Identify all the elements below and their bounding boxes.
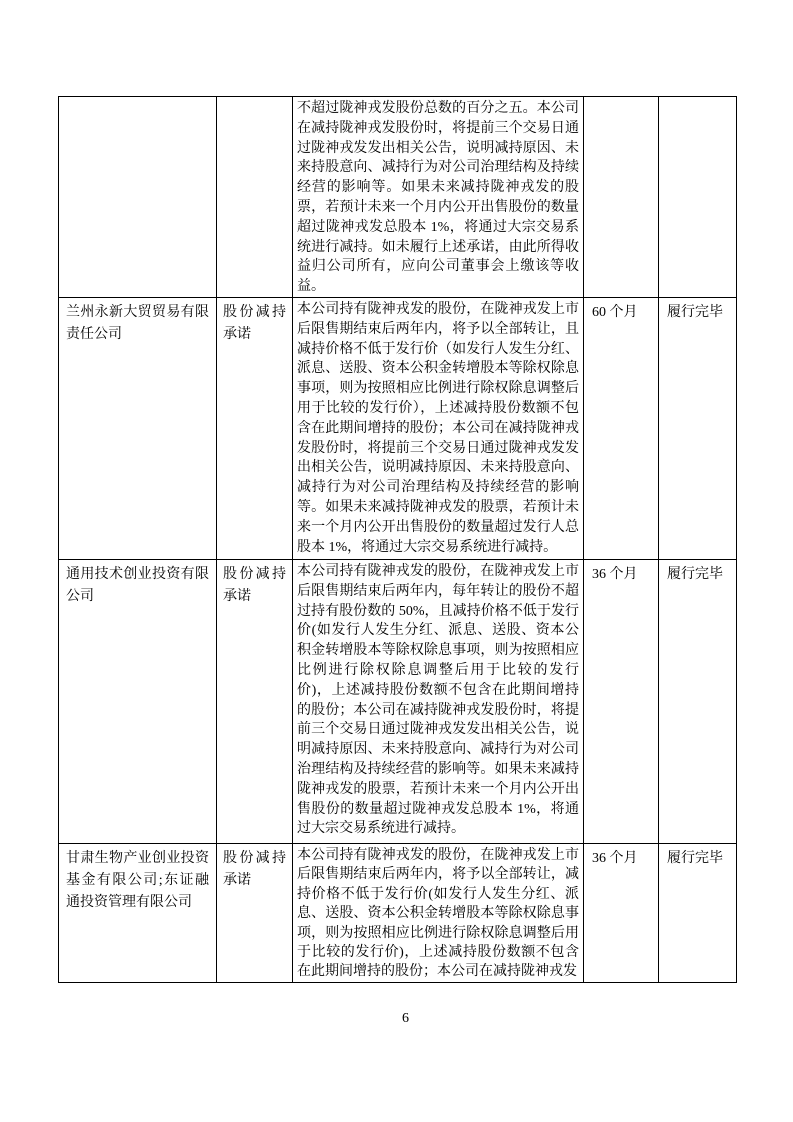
status-cell: 履行完毕 [659, 559, 737, 843]
page-number: 6 [402, 1011, 409, 1026]
table-row [59, 559, 737, 843]
company-cell [59, 97, 217, 298]
table-row [59, 297, 737, 559]
duration-cell [584, 97, 659, 298]
commitment-content-cell: 本公司持有陇神戎发的股份，在陇神戎发上市后限售期结束后两年内，将予以全部转让，且减持价格不低于发行价（如发行人发生分红、派息、送股、资本公积金转增股本等除权除息事项，则为按照相应比例进行除权除息调整后用于比较的发行价），上述减持股份数额不包含在此期间增持的股份；本公司在减持陇神戎发股份时，将提前三个交易日通过陇神戎发发出相关公告，说明减持原因、未来持股意向、减持行为对公司治理结构及持续经营的影响等。如果未来减持陇神戎发的股票，若预计未来一个月内公开出售股份的数量超过发行人总股本 1%，将通过大宗交易系统进行减持。 [293, 297, 584, 559]
commitment-content-cell: 本公司持有陇神戎发的股份，在陇神戎发上市后限售期结束后两年内，每年转让的股份不超过持有股份数的 50%，且减持价格不低于发行价(如发行人发生分红、派息、送股、资本公积金转增股本等除权除息事项，则为按照相应比例进行除权除息调整后用于比较的发行价)，上述减持股份数额不包含在此期间增持的股份；本公司在减持陇神戎发股份时，将提前三个交易日通过陇神戎发发出相关公告，说明减持原因、未来持股意向、减持行为对公司治理结构及持续经营的影响等。如果未来减持陇神戎发的股票，若预计未来一个月内公开出售股份的数量超过陇神戎发总股本 1%，将通过大宗交易系统进行减持。 [293, 559, 584, 843]
company-cell: 通用技术创业投资有限公司 [59, 559, 217, 843]
commitment-type-cell: 股份减持承诺 [217, 297, 293, 559]
commitment-content-cell: 本公司持有陇神戎发的股份，在陇神戎发上市后限售期结束后两年内，将予以全部转让，减持价格不低于发行价(如发行人发生分红、派息、送股、资本公积金转增股本等除权除息事项，则为按照相应比例进行除权除息调整后用于比较的发行价)，上述减持股份数额不包含在此期间增持的股份；本公司在减持陇神戎发 [293, 843, 584, 982]
company-cell: 甘肃生物产业创业投资基金有限公司;东证融通投资管理有限公司 [59, 843, 217, 982]
commitments-table [58, 96, 737, 983]
commitment-content-cell: 不超过陇神戎发股份总数的百分之五。本公司在减持陇神戎发股份时，将提前三个交易日通过陇神戎发发出相关公告，说明减持原因、未来持股意向、减持行为对公司治理结构及持续经营的影响等。如果未来减持陇神戎发的股票，若预计未来一个月内公开出售股份的数量超过陇神戎发总股本 1%，将通过大宗交易系统进行减持。如未履行上述承诺，由此所得收益归公司所有，应向公司董事会上缴该等收益。 [293, 97, 584, 298]
commitment-type-cell: 股份减持承诺 [217, 559, 293, 843]
table-row [59, 97, 737, 298]
duration-cell: 36 个月 [584, 843, 659, 982]
commitment-type-cell: 股份减持承诺 [217, 843, 293, 982]
duration-cell: 60 个月 [584, 297, 659, 559]
company-cell: 兰州永新大贸贸易有限责任公司 [59, 297, 217, 559]
table-row [59, 843, 737, 982]
commitment-type-cell [217, 97, 293, 298]
status-cell: 履行完毕 [659, 843, 737, 982]
status-cell: 履行完毕 [659, 297, 737, 559]
duration-cell: 36 个月 [584, 559, 659, 843]
status-cell [659, 97, 737, 298]
